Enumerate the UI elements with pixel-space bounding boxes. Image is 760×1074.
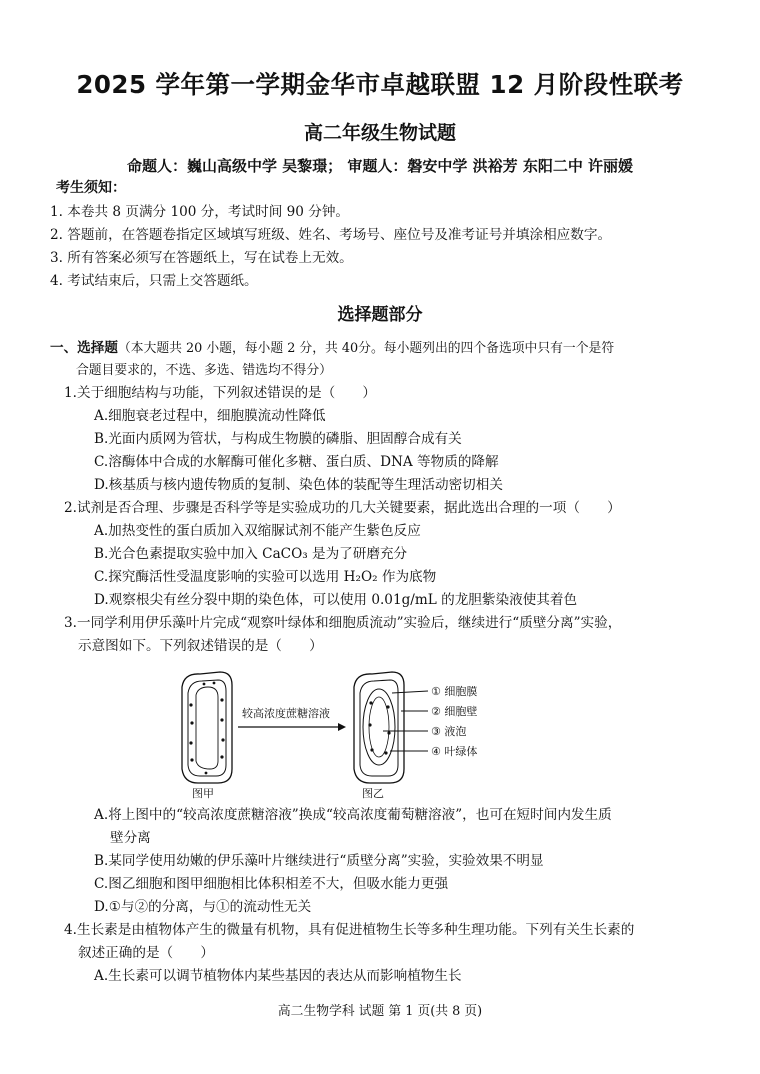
plasmolysis-diagram: [170, 665, 510, 800]
exam-authors: 命题人：巍山高级中学 吴黎璟； 审题人：磐安中学 洪裕芳 东阳二中 许丽媛: [126, 157, 634, 175]
q1-option-b: B.光面内质网为管状，与构成生物膜的磷脂、胆固醇合成有关: [94, 431, 462, 447]
notice-list: [50, 201, 740, 293]
caption-right: 图乙: [362, 787, 384, 800]
q4-option-a: A.生长素可以调节植物体内某些基因的表达从而影响植物生长: [94, 968, 462, 984]
q2-option-b: B.光合色素提取实验中加入 CaCO₃ 是为了研磨充分: [94, 546, 408, 562]
q3-option-a-cont: 壁分离: [110, 830, 151, 846]
cell-a-figure: [182, 672, 232, 783]
q2-stem: 2.试剂是否合理、步骤是否科学等是实验成功的几大关键要素，据此选出合理的一项（ ）: [64, 500, 621, 516]
q2-option-d: D.观察根尖有丝分裂中期的染色体，可以使用 0.01g/mL 的龙胆紫染液使其着色: [94, 592, 578, 608]
section-head-text-cont: 合题目要求的，不选、多选、错选均不得分）: [76, 363, 332, 378]
q3-stem: 3.一同学利用伊乐藻叶片完成“观察叶绿体和细胞质流动”实验后，继续进行“质壁分离”实验，: [64, 615, 622, 631]
q3-stem-cont: 示意图如下。下列叙述错误的是（ ）: [78, 638, 323, 654]
section-instructions: [50, 337, 720, 382]
notice-item: 4. 考试结束后，只需上交答题纸。: [50, 273, 258, 289]
q4-stem-cont: 叙述正确的是（ ）: [78, 945, 214, 961]
label-chloroplast: ④ 叶绿体: [431, 745, 478, 758]
notice-item: 3. 所有答案必须写在答题纸上，写在试卷上无效。: [50, 250, 353, 266]
q3-option-d: D.①与②的分离，与①的流动性无关: [94, 899, 312, 915]
section-head-label: 一、选择题: [50, 340, 118, 356]
q2-option-c: C.探究酶活性受温度影响的实验可以选用 H₂O₂ 作为底物: [94, 569, 437, 585]
exam-subtitle: 高二年级生物试题: [303, 122, 456, 144]
caption-left: 图甲: [192, 787, 214, 800]
arrow-label: 较高浓度蔗糖溶液: [242, 707, 330, 720]
section-title: 选择题部分: [337, 305, 423, 325]
q4-stem: 4.生长素是由植物体产生的微量有机物，具有促进植物生长等多种生理功能。下列有关生长素的: [64, 922, 635, 938]
label-vacuole: ③ 液泡: [431, 725, 467, 738]
q1-option-c: C.溶酶体中合成的水解酶可催化多糖、蛋白质、DNA 等物质的降解: [94, 454, 499, 470]
exam-title: 2025 学年第一学期金华市卓越联盟 12 月阶段性联考: [76, 70, 684, 99]
section-head-text: （本大题共 20 小题，每小题 2 分，共 40分。每小题列出的四个备选项中只有一个是符: [117, 341, 615, 356]
q3-option-b: B.某同学使用幼嫩的伊乐藻叶片继续进行“质壁分离”实验，实验效果不明显: [94, 853, 544, 869]
q3-option-c: C.图乙细胞和图甲细胞相比体积相差不大，但吸水能力更强: [94, 876, 449, 892]
q1-stem: 1.关于细胞结构与功能，下列叙述错误的是（ ）: [64, 385, 377, 401]
q2-option-a: A.加热变性的蛋白质加入双缩脲试剂不能产生紫色反应: [94, 523, 421, 539]
q1-option-d: D.核基质与核内遗传物质的复制、染色体的装配等生理活动密切相关: [94, 477, 503, 493]
q1-option-a: A.细胞衰老过程中，细胞膜流动性降低: [94, 408, 326, 424]
notice-title: 考生须知：: [56, 180, 126, 196]
q3-option-a: A.将上图中的“较高浓度蔗糖溶液”换成“较高浓度葡萄糖溶液”，也可在短时间内发生质: [94, 807, 612, 823]
label-cell-membrane: ① 细胞膜: [431, 685, 478, 698]
cell-b-figure: [354, 672, 404, 783]
page-footer: 高二生物学科 试题 第 1 页(共 8 页): [277, 1004, 483, 1019]
notice-item: 1. 本卷共 8 页满分 100 分，考试时间 90 分钟。: [50, 204, 350, 220]
label-cell-wall: ② 细胞壁: [431, 705, 478, 718]
notice-item: 2. 答题前，在答题卷指定区域填写班级、姓名、考场号、座位号及准考证号并填涂相应数字。: [50, 227, 612, 243]
